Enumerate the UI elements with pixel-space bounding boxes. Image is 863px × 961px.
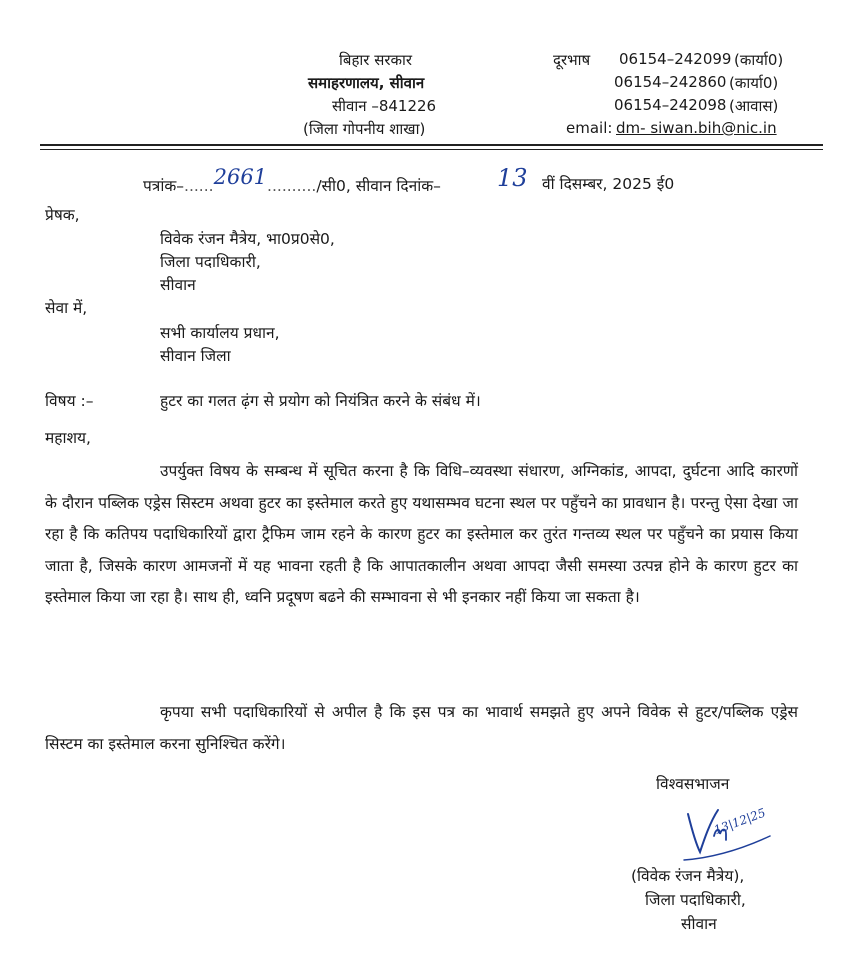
- header-address: सीवान –841226: [332, 97, 437, 115]
- salutation: महाशय,: [45, 429, 91, 447]
- recipient-label: सेवा में,: [45, 299, 88, 317]
- signatory-place: सीवान: [681, 915, 717, 933]
- patrank-blank-left: ......: [184, 177, 214, 195]
- body-paragraph-1: उपर्युक्त विषय के सम्बन्ध में सूचित करना है कि विधि–व्यवस्था संधारण, अग्निकांड, आपदा, दुर्घटना आदि कारणों के दौरान पब्लिक एड्रेस सिस्टम अथवा हुटर का इस्तेमाल करते हुए यथासम्भव घटना स्थल पर पहुँचने का प्रावधान है। परन्तु ऐसा देखा जा रहा है कि कतिपय पदाधिकारियों द्वारा ट्रैफिम जाम रहने के कारण हुटर का इस्तेमाल कर तुरंत गन्तव्य स्थल पर पहुँचने का प्रयास किया जाता है, जिसके कारण आमजनों में यह भावना रहती है कि आपातकालीन अथवा आपदा जैसी समस्या उत्पन्न होने के कारण हुटर का इस्तेमाल किया जा रहा है। साथ ही, ध्वनि प्रदूषण बढने की सम्भावना से भी इनकार नहीं किया जा सकता है।: [45, 462, 798, 606]
- header-govt: बिहार सरकार: [339, 51, 413, 69]
- patrank-blank-right: ..........: [267, 177, 317, 195]
- signatory-name: (विवेक रंजन मैत्रेय),: [631, 867, 745, 885]
- valediction: विश्वसभाजन: [656, 775, 730, 793]
- date-suffix: वीं दिसम्बर, 2025 ई0: [542, 175, 675, 193]
- patrank-number: 2661: [213, 165, 268, 189]
- recipient-line-1: सभी कार्यालय प्रधान,: [160, 324, 280, 342]
- body-paragraph-2: कृपया सभी पदाधिकारियों से अपील है कि इस पत्र का भावार्थ समझते हुए अपने विवेक से हुटर/पब्लिक एड्रेस सिस्टम का इस्तेमाल करना सुनिश्चित करेंगे।: [45, 703, 798, 753]
- phone-residence: 06154–242098: [614, 96, 727, 114]
- signature-date: 13|12|25: [712, 805, 768, 838]
- subject-text: हुटर का गलत ढ़ंग से प्रयोग को नियंत्रित करने के संबंध में।: [160, 392, 481, 410]
- phone-office-1-type: (कार्या0): [734, 51, 784, 69]
- sender-name: विवेक रंजन मैत्रेय, भा0प्र0से0,: [160, 230, 335, 248]
- header-section: (जिला गोपनीय शाखा): [303, 120, 426, 138]
- sender-place: सीवान: [160, 276, 196, 294]
- subject-label: विषय :–: [45, 392, 94, 410]
- ref-mid-text: /सी0, सीवान दिनांक–: [316, 177, 441, 195]
- header-rule-top: [40, 144, 823, 146]
- sender-designation: जिला पदाधिकारी,: [160, 253, 261, 271]
- email-label: email:: [566, 119, 613, 137]
- header-office: समाहरणालय, सीवान: [308, 74, 425, 92]
- phone-office-1: 06154–242099: [619, 50, 732, 68]
- phone-residence-type: (आवास): [729, 97, 779, 115]
- patrank-label: पत्रांक–: [143, 177, 185, 195]
- recipient-line-2: सीवान जिला: [160, 347, 231, 365]
- date-number: 13: [497, 164, 528, 192]
- phone-office-2-type: (कार्या0): [729, 74, 779, 92]
- ref-line: [143, 165, 441, 196]
- sender-label: प्रेषक,: [45, 206, 80, 224]
- header-rule-bottom: [40, 149, 823, 150]
- email-address[interactable]: dm- siwan.bih@nic.in: [616, 119, 777, 137]
- signatory-designation: जिला पदाधिकारी,: [645, 891, 746, 909]
- phone-label: दूरभाष: [553, 51, 591, 69]
- phone-office-2: 06154–242860: [614, 73, 727, 91]
